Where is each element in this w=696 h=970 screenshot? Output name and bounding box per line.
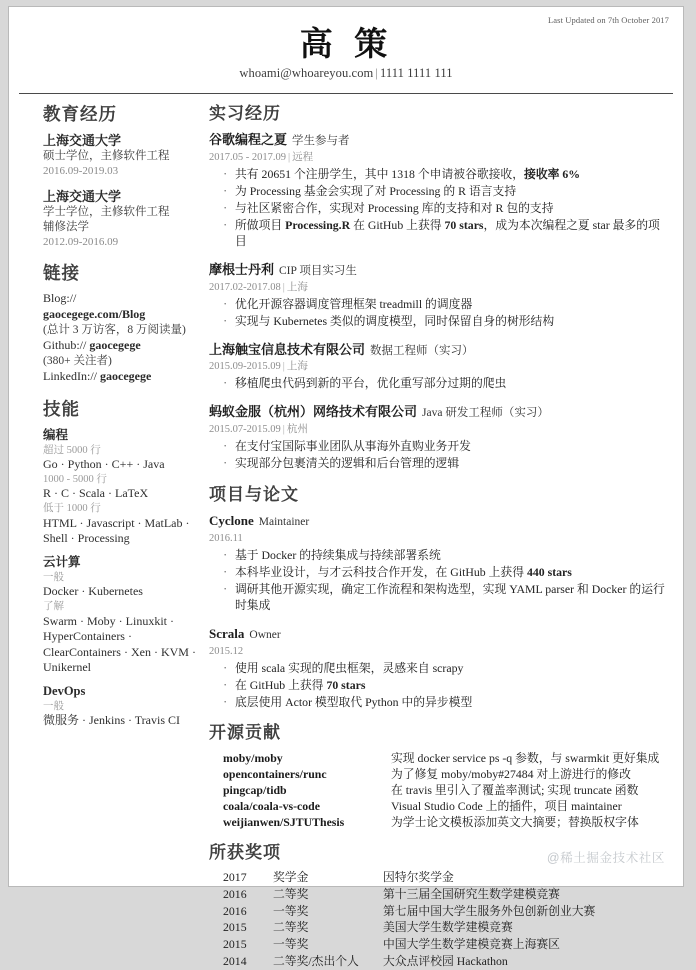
opensource-repo: weijianwen/SJTUThesis: [223, 814, 345, 829]
entry-date: 2016.11: [209, 532, 243, 544]
award-year: 2014: [223, 953, 247, 968]
education-school: 上海交通大学: [43, 132, 122, 148]
skill-level: 低于 1000 行: [43, 502, 101, 514]
table-row: [223, 869, 665, 886]
skill-level: 了解: [43, 600, 64, 612]
entry-meta: [209, 532, 665, 546]
internship-entry: [209, 402, 665, 471]
blog-link-value[interactable]: [43, 307, 197, 323]
entry-head: [209, 130, 665, 151]
opensource-repo: pingcap/tidb: [223, 782, 287, 797]
linkedin-label: LinkedIn://: [43, 368, 97, 383]
bullet-item: · 调研其他开源实现，确定工作流程和架构选型，实现 YAML parser 和 Docker 的运行时集成: [223, 581, 665, 615]
resume-header: [19, 7, 673, 94]
table-row: [223, 886, 665, 903]
bullet-item: · 在 GitHub 上获得 70 stars: [223, 677, 665, 694]
award-year: 2015: [223, 937, 247, 952]
award-rank: 二等奖: [273, 886, 309, 901]
table-row: [223, 782, 665, 798]
internship-entry: [209, 260, 665, 329]
entry-role: 学生参与者: [292, 135, 350, 148]
section-title-opensource: 开源贡献: [209, 723, 281, 743]
skill-level: 一般: [43, 571, 64, 583]
entry-meta: 2015.09-2015.09 | 上海: [209, 361, 308, 373]
opensource-repo: coala/coala-vs-code: [223, 798, 320, 813]
award-rank: 二等奖/杰出个人: [273, 953, 359, 968]
award-year: 2015: [223, 920, 247, 935]
education-school: 上海交通大学: [43, 188, 122, 204]
entry-meta: 2017.02-2017.08 | 上海: [209, 281, 308, 293]
award-rank: 一等奖: [273, 903, 309, 918]
section-title-skills: 技能: [43, 398, 80, 419]
bullet-item: · 底层使用 Actor 模型取代 Python 中的异步模型: [223, 694, 665, 711]
bullet-item: · 在支付宝国际事业团队从事海外直购业务开发: [223, 438, 665, 455]
entry-date: 2015.07-2015.09: [209, 424, 281, 436]
award-rank: 二等奖: [273, 920, 309, 935]
entry-location: 远程: [292, 152, 314, 164]
entry-organization: Cyclone: [209, 513, 254, 529]
entry-date: 2015.12: [209, 645, 244, 657]
education-degree: 学士学位，主修软件工程: [43, 206, 170, 219]
opensource-desc: 为学士论文模板添加英文大摘要；替换版权字体: [391, 814, 639, 829]
section-projects: [209, 485, 665, 711]
award-rank: 一等奖: [273, 937, 309, 952]
github-link[interactable]: [43, 338, 197, 354]
award-year: 2016: [223, 886, 247, 901]
entry-organization: 上海触宝信息技术有限公司: [209, 341, 366, 357]
contact-phone: 1111 1111 111: [379, 65, 453, 80]
bullet-item: · 使用 scala 实现的爬虫框架，灵感来自 scrapy: [223, 660, 665, 677]
contact-email: whoami@whoareyou.com: [239, 65, 374, 80]
table-row: [223, 750, 665, 766]
blog-value: gaocegege.com/Blog: [43, 307, 146, 322]
section-internship: [209, 104, 665, 472]
entry-organization: Scrala: [209, 626, 245, 642]
entry-bullets: [209, 166, 665, 250]
right-column: [197, 104, 671, 970]
project-entry: [209, 624, 665, 710]
linkedin-value: gaocegege: [100, 368, 152, 383]
award-name: 因特尔奖学金: [383, 870, 454, 885]
entry-organization: 谷歌编程之夏: [209, 132, 288, 148]
bullet-item: · 实现部分包裹清关的逻辑和后台管理的逻辑: [223, 455, 665, 472]
github-value: gaocegege: [89, 338, 141, 353]
entry-head: [209, 511, 665, 532]
bullet-item: · 移植爬虫代码到新的平台，优化重写部分过期的爬虫: [223, 375, 665, 392]
award-rank: 奖学金: [273, 870, 309, 885]
skill-group: [43, 427, 197, 547]
entry-role: Maintainer: [258, 516, 310, 529]
entry-date: 2017.02-2017.08: [209, 281, 281, 293]
education-item: [43, 132, 197, 179]
section-title-links: 链接: [43, 263, 80, 284]
opensource-repo: opencontainers/runc: [223, 766, 327, 781]
entry-role: Owner: [249, 629, 281, 642]
page-title: 高 策: [299, 24, 393, 63]
contact-line: [37, 66, 655, 85]
skill-items: HTML · Javascript · MatLab · Shell · Processing: [43, 515, 190, 546]
skill-group: [43, 554, 197, 676]
opensource-repo: moby/moby: [223, 750, 283, 765]
entry-location: 杭州: [286, 424, 308, 436]
bullet-item: · 所做项目 Processing.R 在 GitHub 上获得 70 stars，成为本次编程之夏 star 最多的项目: [223, 217, 665, 251]
section-title-awards: 所获奖项: [209, 842, 281, 862]
bullet-item: · 与社区紧密合作，实现对 Processing 库的支持和对 R 包的支持: [223, 200, 665, 217]
skill-items: Swarm · Moby · Linuxkit · HyperContainers · ClearContainers · Xen · KVM · Unikernel: [43, 613, 196, 675]
table-row: [223, 903, 665, 920]
opensource-desc: 在 travis 里引入了覆盖率测试; 实现 truncate 函数: [391, 782, 639, 797]
resume-body: [9, 94, 683, 970]
skill-category: 编程: [43, 427, 69, 442]
entry-date: 2015.09-2015.09: [209, 361, 281, 373]
entry-meta: 2017.05 - 2017.09 | 远程: [209, 152, 314, 164]
skill-items: R · C · Scala · LaTeX: [43, 486, 149, 501]
opensource-desc: 为了修复 moby/moby#27484 对上游进行的修改: [391, 766, 631, 781]
table-row: [223, 814, 665, 830]
section-title-internship: 实习经历: [209, 103, 281, 123]
education-date: 2012.09-2016.09: [43, 236, 119, 249]
bullet-item: · 共有 20651 个注册学生，其中 1318 个申请被谷歌接收，接收率 6%: [223, 166, 665, 183]
skill-category: 云计算: [43, 554, 81, 569]
award-year: 2017: [223, 870, 247, 885]
skill-level: 1000 - 5000 行: [43, 473, 107, 485]
section-title-education: 教育经历: [43, 103, 117, 124]
entry-role: Java 研发工程师（实习）: [422, 407, 549, 420]
award-name: 大众点评校园 Hackathon: [383, 953, 508, 968]
entry-location: 上海: [286, 281, 308, 293]
entry-meta: [209, 645, 665, 659]
bullet-item: · 本科毕业设计，与才云科技合作开发，在 GitHub 上获得 440 stars: [223, 564, 665, 581]
entry-bullets: [209, 296, 665, 330]
opensource-desc: 实现 docker service ps -q 参数，与 swarmkit 更好集成: [391, 750, 660, 765]
entry-bullets: [209, 438, 665, 472]
section-links: [43, 263, 197, 384]
contact-separator: |: [375, 65, 378, 80]
blog-link[interactable]: [43, 291, 197, 307]
award-name: 美国大学生数学建模竞赛: [383, 920, 513, 935]
linkedin-link[interactable]: [43, 369, 197, 385]
skill-category: DevOps: [43, 683, 86, 698]
blog-label: Blog://: [43, 291, 77, 306]
section-title-projects: 项目与论文: [209, 484, 299, 504]
bullet-item: · 基于 Docker 的持续集成与持续部署系统: [223, 547, 665, 564]
github-label: Github://: [43, 338, 87, 353]
watermark: @稀土掘金技术社区: [546, 851, 665, 865]
opensource-table: [209, 750, 665, 830]
awards-table: [209, 869, 665, 970]
entry-date: 2017.05 - 2017.09: [209, 152, 286, 164]
resume-page: [8, 6, 684, 968]
entry-head: [209, 402, 665, 423]
left-column: [21, 104, 197, 970]
skill-items: 微服务 · Jenkins · Travis CI: [43, 713, 181, 728]
internship-entry: [209, 340, 665, 393]
bullet-item: · 实现与 Kubernetes 类似的调度模型，同时保留自身的树形结构: [223, 313, 665, 330]
table-row: [223, 953, 665, 970]
last-updated-text: Last Updated on 7th October 2017: [548, 15, 669, 25]
skill-level: 超过 5000 行: [43, 444, 101, 456]
internship-entry: [209, 130, 665, 250]
entry-location: 上海: [286, 361, 308, 373]
skill-items: Docker · Kubernetes: [43, 584, 143, 599]
entry-role: CIP 项目实习生: [279, 265, 357, 278]
entry-bullets: [209, 547, 665, 614]
education-degree: 硕士学位，主修软件工程: [43, 150, 170, 163]
bullet-item: · 优化开源容器调度管理框架 treadmill 的调度器: [223, 296, 665, 313]
skill-group: [43, 683, 197, 729]
entry-meta: 2015.07-2015.09 | 杭州: [209, 424, 308, 436]
github-note: (380+ 关注者): [43, 354, 112, 367]
entry-bullets: [209, 660, 665, 710]
section-opensource: [209, 723, 665, 830]
entry-bullets: [209, 375, 665, 392]
entry-organization: 摩根士丹利: [209, 262, 275, 278]
education-minor: 辅修法学: [43, 221, 89, 234]
education-item: [43, 188, 197, 250]
award-year: 2016: [223, 903, 247, 918]
section-skills: [43, 399, 197, 729]
bullet-item: · 为 Processing 基金会实现了对 Processing 的 R 语言支持: [223, 183, 665, 200]
award-name: 第十三届全国研究生数学建模竞赛: [383, 886, 560, 901]
entry-head: [209, 624, 665, 645]
blog-note: (总计 3 万访客，8 万阅读量): [43, 324, 186, 337]
table-row: [223, 798, 665, 814]
entry-role: 数据工程师（实习）: [370, 344, 474, 357]
table-row: [223, 766, 665, 782]
education-date: 2016.09-2019.03: [43, 165, 119, 178]
section-education: [43, 104, 197, 250]
skill-level: 一般: [43, 700, 64, 712]
award-name: 第七届中国大学生服务外包创新创业大赛: [383, 903, 596, 918]
entry-head: [209, 340, 665, 361]
table-row: [223, 919, 665, 936]
project-entry: [209, 511, 665, 614]
opensource-desc: Visual Studio Code 上的插件，项目 maintainer: [391, 798, 622, 813]
entry-organization: 蚂蚁金服（杭州）网络技术有限公司: [209, 404, 418, 420]
table-row: [223, 936, 665, 953]
award-name: 中国大学生数学建模竞赛上海赛区: [383, 937, 560, 952]
entry-head: [209, 260, 665, 281]
skill-items: Go · Python · C++ · Java: [43, 457, 165, 472]
